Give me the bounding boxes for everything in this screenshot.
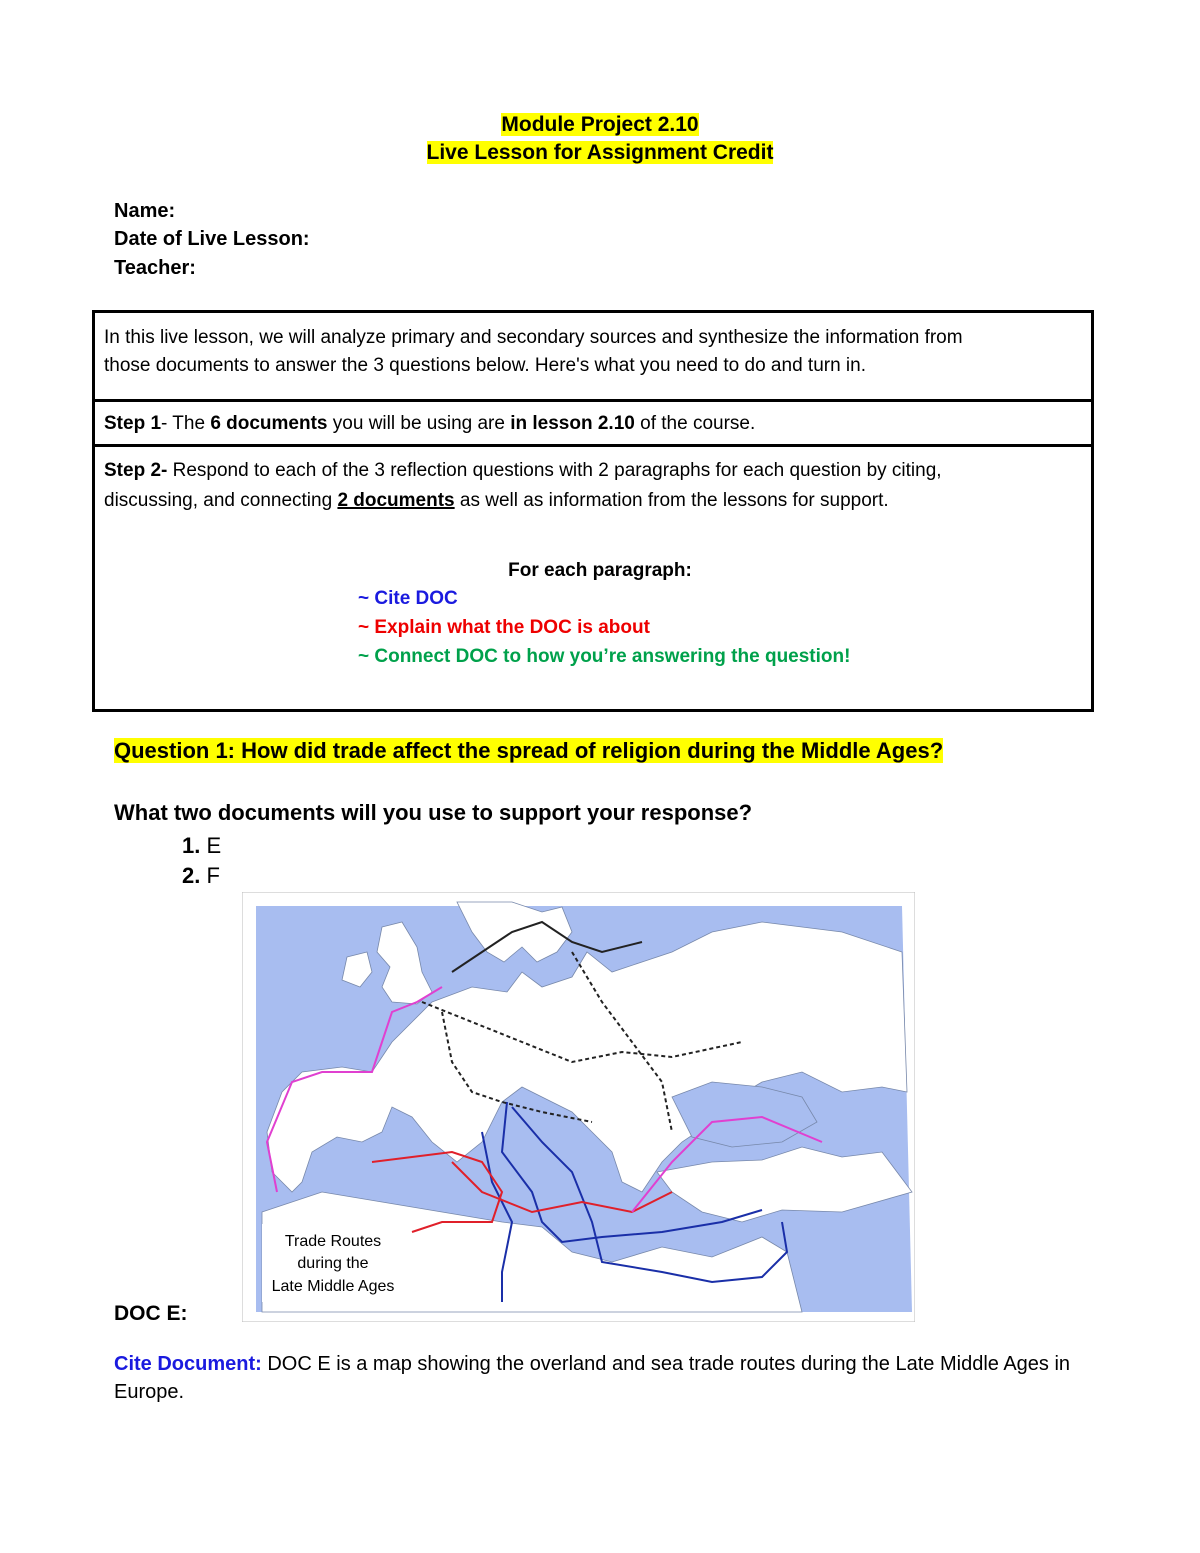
box-divider	[92, 399, 1094, 402]
tip-connect: ~ Connect DOC to how you’re answering the question!	[358, 646, 851, 667]
trade-routes-map	[242, 892, 915, 1322]
cite-document: Cite Document: DOC E is a map showing the overland and sea trade routes during the Late Middle Ages in Europe.	[114, 1353, 1071, 1403]
map-caption-line1: Trade Routes	[284, 1233, 382, 1250]
teacher-label: Teacher:	[114, 257, 196, 279]
step2-text: Step 2- Respond to each of the 3 reflection questions with 2 paragraphs for each question by citing, discussing, and connecting 2 documents as well as information from the lessons for support.	[104, 460, 942, 511]
list-item: 2. F	[182, 863, 220, 888]
tip-cite: ~ Cite DOC	[358, 588, 458, 609]
map-caption-line2: during the	[297, 1255, 369, 1272]
list-item: 1. E	[182, 833, 222, 858]
intro-text: In this live lesson, we will analyze primary and secondary sources and synthesize the information from those documents to answer the 3 questions below. Here's what you need to do and turn in.	[104, 327, 963, 376]
page-subtitle: Live Lesson for Assignment Credit	[426, 141, 774, 164]
documents-prompt: What two documents will you use to support your response?	[114, 800, 753, 825]
map-caption-line3: Late Middle Ages	[271, 1278, 395, 1295]
name-label: Name:	[114, 200, 176, 222]
step1-text: Step 1- The 6 documents you will be using are in lesson 2.10 of the course.	[104, 413, 756, 434]
question-1: Question 1: How did trade affect the spread of religion during the Middle Ages?	[114, 738, 944, 763]
page-title: Module Project 2.10	[501, 113, 699, 136]
tip-explain: ~ Explain what the DOC is about	[358, 617, 650, 638]
box-divider	[92, 444, 1094, 447]
paragraph-heading: For each paragraph:	[508, 560, 692, 581]
doc-e-label: DOC E:	[114, 1302, 188, 1325]
date-label: Date of Live Lesson:	[114, 228, 310, 250]
